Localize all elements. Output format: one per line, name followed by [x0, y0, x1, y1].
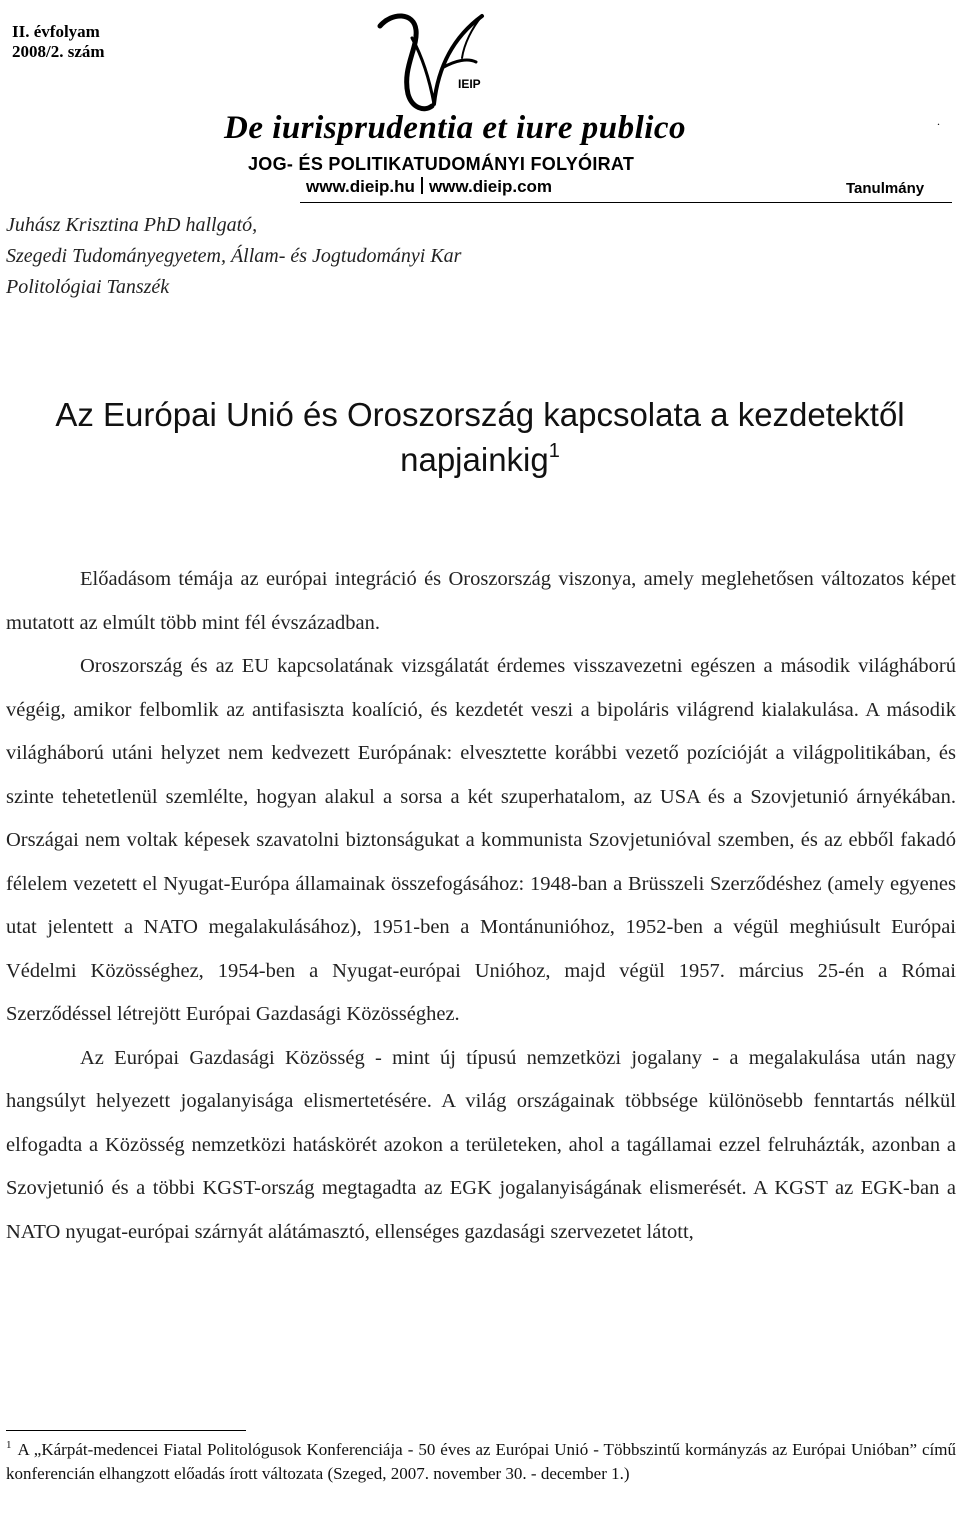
- paragraph-3: Az Európai Gazdasági Közösség - mint új típusú nemzetközi jogalany - a megalakulása után nagy hangsúlyt helyezett jogalanyisága elismertetésére. A világ országainak többsége különösebb fenntartás nélkül elfogadta a Közösség nemzetközi hatáskörét azokon a területeken, ahol a tagállamai ezzel felruházták, azonban a Szovjetunió és a többi KGST-ország megtagadta az EGK jogalanyiságának elismerését. A KGST az EGK-ban a NATO nyugat-európai szárnyát alátámasztó, ellenséges gazdasági szervezetet látott,: [6, 1046, 956, 1243]
- journal-header: [0, 0, 960, 210]
- url-hu-link[interactable]: www.dieip.hu: [306, 177, 415, 196]
- title-line-2: [0, 437, 960, 482]
- logo-text: IEIP: [458, 77, 481, 91]
- paragraph-1: Előadásom témája az európai integráció és Oroszország viszonya, amely meglehetősen változatos képet mutatott az elmúlt több mint fél évszázadban.: [6, 568, 956, 634]
- journal-logo: [372, 8, 522, 118]
- title-line-2-text: napjainkig: [400, 441, 549, 478]
- title-footnote-mark[interactable]: 1: [548, 440, 560, 462]
- article-title: [0, 392, 960, 482]
- url-com-link[interactable]: www.dieip.com: [428, 177, 553, 196]
- journal-urls: [306, 177, 552, 197]
- footnote-text: A „Kárpát-medencei Fiatal Politológusok Konferenciája - 50 éves az Európai Unió - Többszintű kormányzás az Európai Unióban” című konferencián elhangzott előadás írott változata (Szeged, 2007. november 30. - december 1.): [6, 1440, 956, 1483]
- section-label: Tanulmány: [846, 180, 925, 197]
- author-block: [6, 210, 461, 303]
- issue-info: [12, 22, 105, 62]
- footnote: [6, 1438, 956, 1486]
- journal-subtitle: JOG- ÉS POLITIKATUDOMÁNYI FOLYÓIRAT: [248, 154, 635, 174]
- author-department: Politológiai Tanszék: [6, 276, 170, 298]
- corner-dot: .: [937, 114, 940, 128]
- author-affiliation: Szegedi Tudományegyetem, Állam- és Jogtudományi Kar: [6, 245, 462, 267]
- title-line-1: Az Európai Unió és Oroszország kapcsolata a kezdetektől: [55, 396, 905, 433]
- author-name: Juhász Krisztina PhD hallgató,: [6, 214, 258, 236]
- url-separator: [421, 177, 423, 194]
- article-body: [6, 558, 956, 1254]
- footnote-mark: 1: [6, 1439, 12, 1451]
- footnote-rule: [6, 1430, 246, 1431]
- header-rule: [300, 202, 952, 203]
- volume-label: II. évfolyam: [12, 22, 100, 41]
- issue-label: 2008/2. szám: [12, 42, 105, 61]
- journal-title: De iurisprudentia et iure publico: [224, 110, 687, 146]
- paragraph-2: Oroszország és az EU kapcsolatának vizsgálatát érdemes visszavezetni egészen a második világháború végéig, amikor felbomlik az antifasiszta koalíció, és kezdetét veszi a bipoláris világrend kialakulása. A második világháború utáni helyzet nem kedvezett Európának: elvesztette korábbi vezető pozícióját a világpolitikában, és szinte tehetetlenül szemlélte, hogyan alakul a sorsa a két szuperhatalom, az USA és a Szovjetunió árnyékában. Országai nem voltak képesek szavatolni biztonságukat a kommunista Szovjetunióval szemben, és az ebből fakadó félelem vezetett el Nyugat-Európa államainak összefogásához: 1948-ban a Brüsszeli Szerződéshez (amely egyenes utat jelentett a NATO megalakulásához), 1951-ben a Montánunióhoz, 1952-ben a végül meghiúsult Európai Védelmi Közösséghez, 1954-ben a Nyugat-európai Unióhoz, majd végül 1957. március 25-én a Római Szerződéssel létrejött Európai Gazdasági Közösséghez.: [6, 655, 956, 1025]
